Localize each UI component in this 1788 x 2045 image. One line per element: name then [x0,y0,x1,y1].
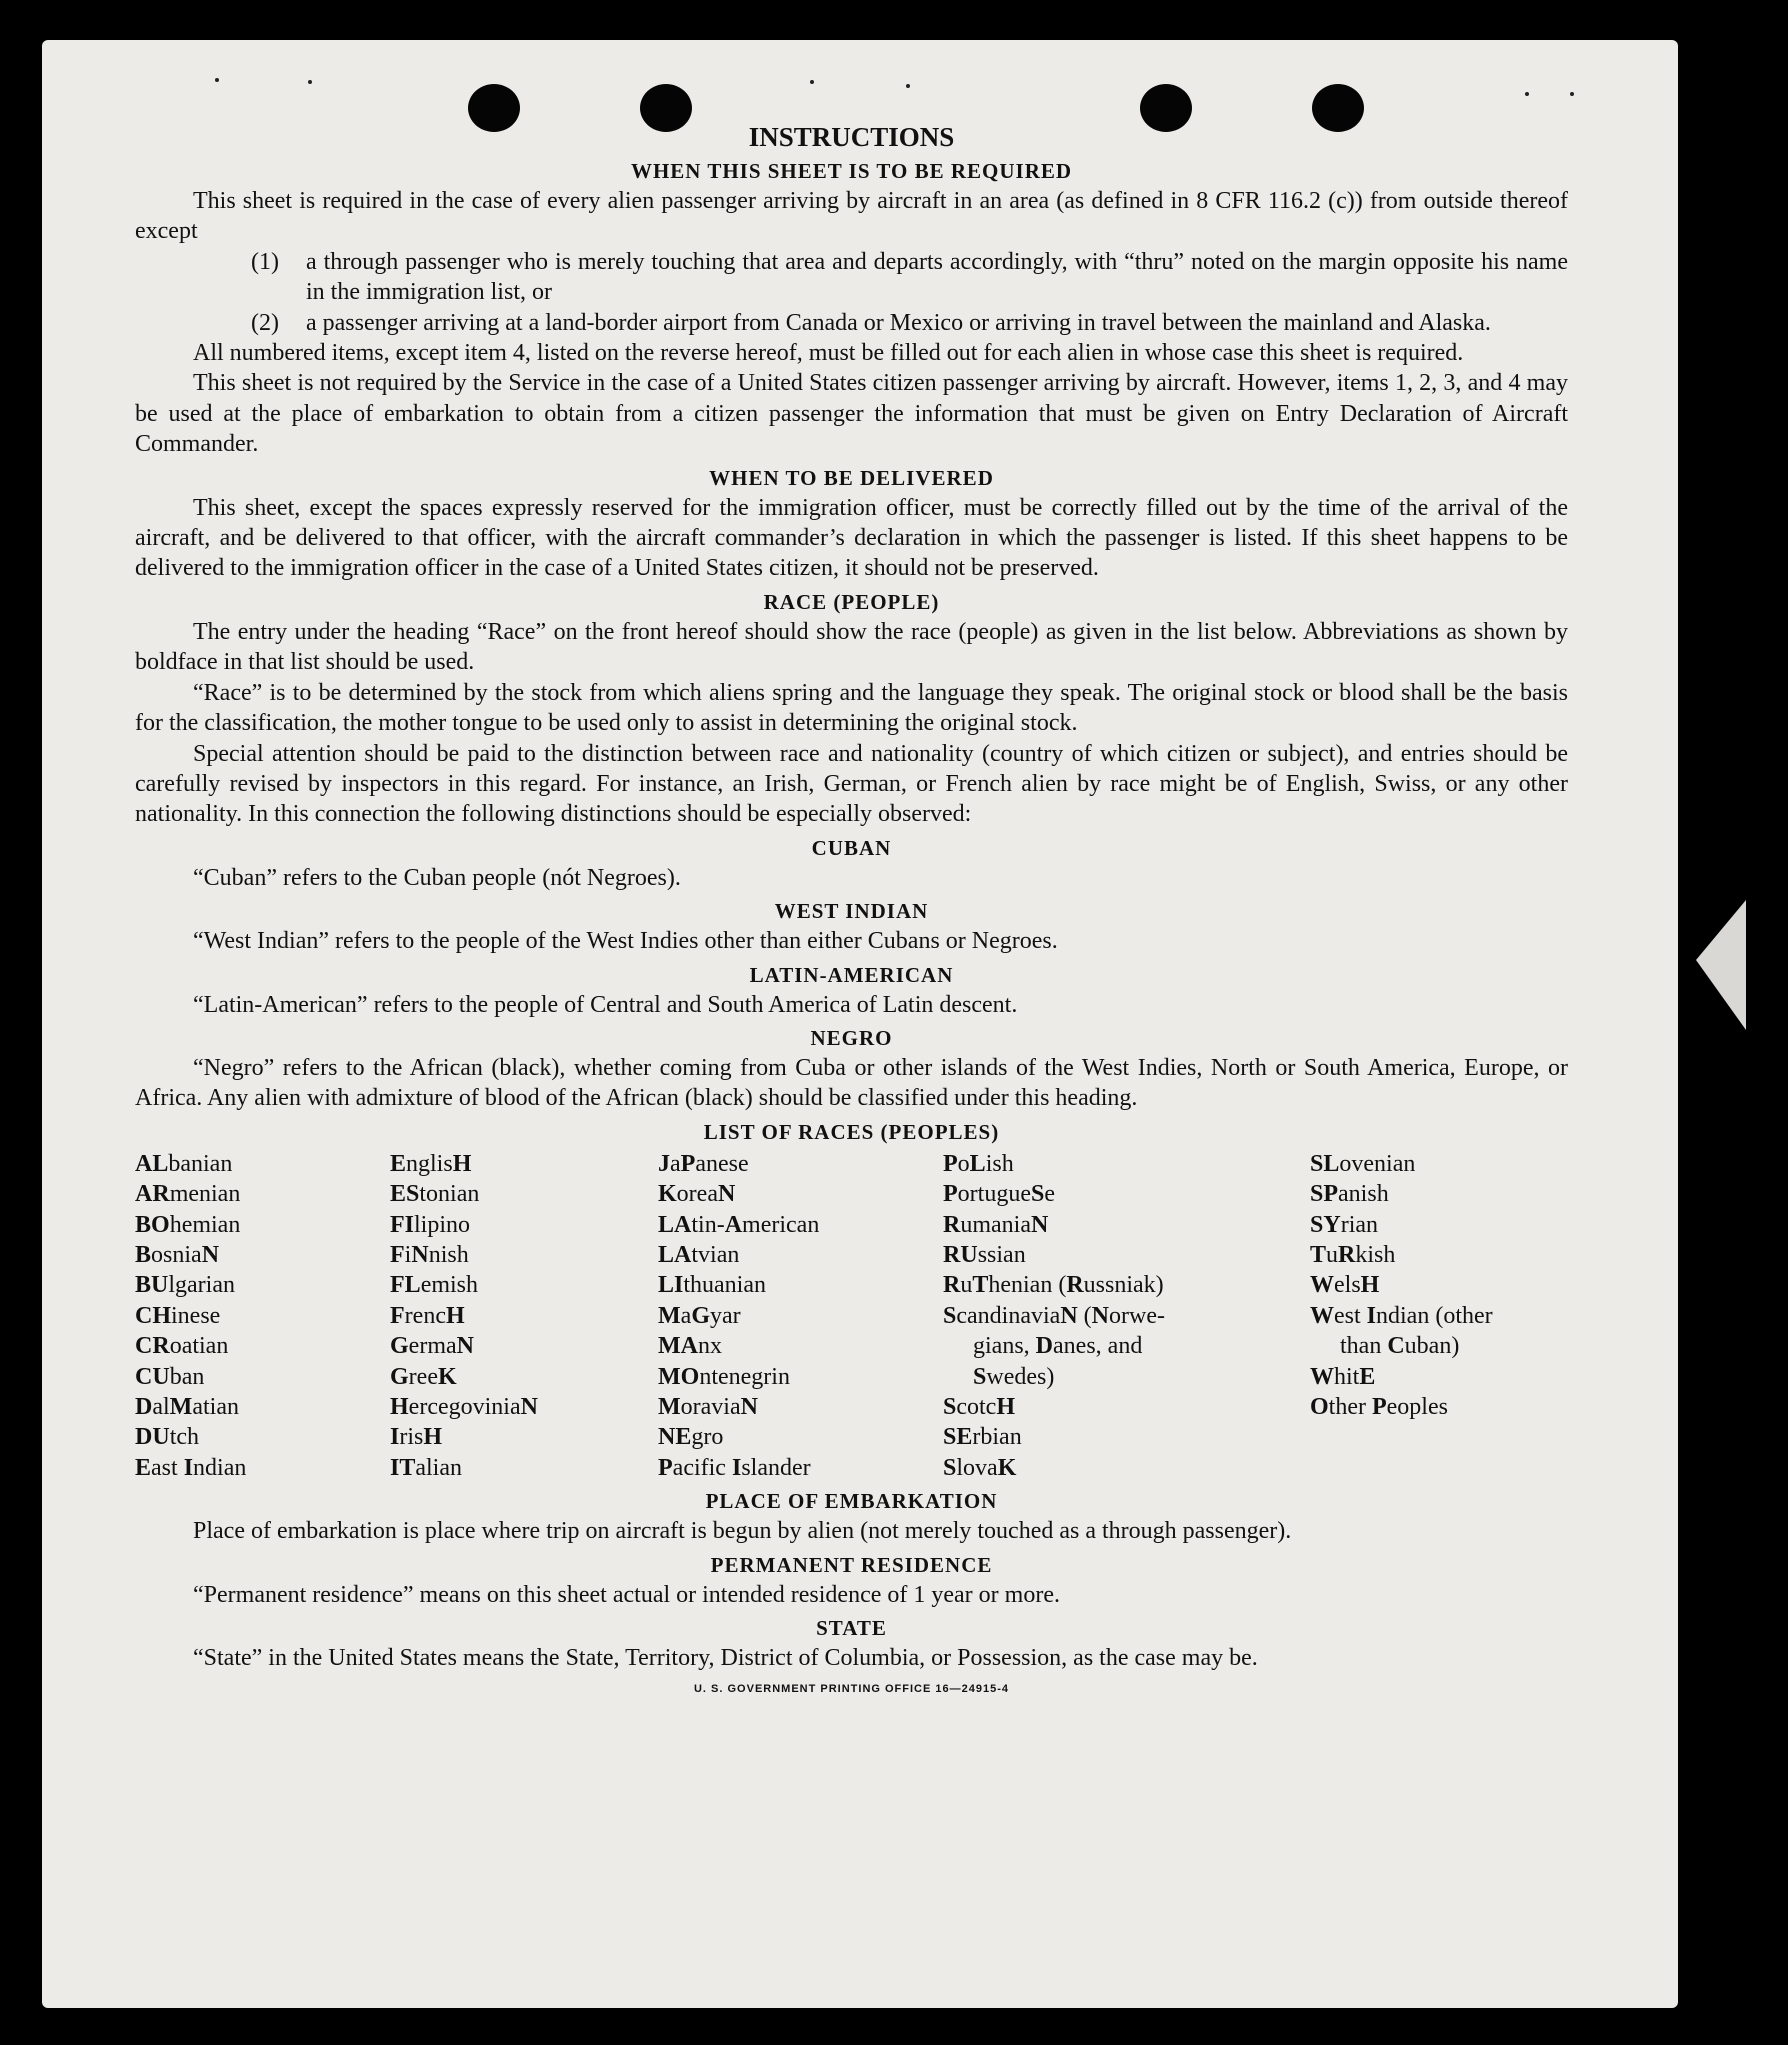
section-heading-residence: PERMANENT RESIDENCE [710,1552,993,1577]
section-heading-west-indian: WEST INDIAN [774,899,929,924]
race-entry: EnglisH [390,1150,472,1177]
speck [1525,92,1529,96]
race-entry: MOntenegrin [658,1363,790,1390]
race-entry: JaPanese [658,1150,749,1177]
race-entry: BUlgarian [135,1272,235,1299]
race-entry: PoLish [943,1150,1014,1177]
list-item [251,247,1568,308]
race-entry-continued: gians, Danes, and [973,1333,1143,1360]
race-entry: ARmenian [135,1181,241,1208]
race-entry: East Indian [135,1454,247,1481]
speck [215,78,219,82]
race-entry: DalMatian [135,1394,239,1420]
race-entry: NEgro [658,1424,724,1451]
section-heading-state: STATE [816,1616,887,1641]
page-title: INSTRUCTIONS [748,122,955,152]
race-entry: SlovaK [943,1454,1017,1481]
race-entry: EStonian [390,1181,480,1208]
race-entry: KoreaN [658,1181,736,1208]
race-entry: LIthuanian [658,1272,766,1299]
race-entry-continued: than Cuban) [1340,1333,1460,1360]
item-number: (2) [251,309,279,336]
paragraph: Place of embarkation is place where trip on aircraft is begun by alien (not merely touched as a through passenger). [193,1518,1292,1545]
races-column [943,1149,1310,1483]
race-entry: FIlipino [390,1211,471,1238]
paragraph: “Race” is to be determined by the stock from which aliens spring and the language they speak. The original stock or blood shall be the basis for the classification, the mother tongue to be used only to assist in determining the original stock. [135,679,1568,737]
paragraph: The entry under the heading “Race” on the front hereof should show the race (people) as given in the list below. Abbreviations as shown by boldface in that list should be used. [135,618,1568,676]
paragraph: This sheet is not required by the Service in the case of a United States citizen passenger arriving by aircraft. However, items 1, 2, 3, and 4 may be used at the place of embarkation to obtain from a citizen passenger the information that must be given on Entry Declaration of Aircraft Commander. [135,370,1568,458]
paragraph: “Cuban” refers to the Cuban people (nót Negroes). [193,864,681,891]
race-entry: CRoatian [135,1333,229,1360]
section-heading-race: RACE (PEOPLE) [763,589,940,614]
race-entry: SLovenian [1310,1150,1416,1177]
paragraph: “Permanent residence” means on this sheet actual or intended residence of 1 year or more. [193,1581,1060,1608]
speck [810,80,814,84]
race-entry: TuRkish [1310,1241,1396,1268]
race-entry: MaGyar [658,1302,741,1329]
race-entry: BOhemian [135,1211,241,1238]
race-entry: DUtch [135,1424,200,1451]
races-column [658,1149,943,1483]
list-item [251,308,1568,338]
paragraph: “State” in the United States means the State, Territory, District of Columbia, or Possession, as the case may be. [193,1645,1258,1672]
paragraph: “West Indian” refers to the people of the West Indies other than either Cubans or Negroes. [193,928,1058,955]
races-table [135,1149,1568,1483]
race-entry: LAtvian [658,1241,740,1268]
section-heading-negro: NEGRO [810,1025,893,1050]
instructions-content [135,122,1568,1695]
races-column [1310,1149,1568,1483]
section-heading-when-required: WHEN THIS SHEET IS TO BE REQUIRED [630,159,1073,183]
race-entry: GermaN [390,1333,474,1360]
printer-imprint: U. S. GOVERNMENT PRINTING OFFICE 16—24915-4 [693,1683,1009,1696]
paragraph: All numbered items, except item 4, listed on the reverse hereof, must be filled out for each alien in whose case this sheet is required. [193,340,1464,367]
torn-edge [1696,900,1746,1030]
race-entry: Other Peoples [1310,1394,1448,1420]
item-text: a passenger arriving at a land-border airport from Canada or Mexico or arriving in travel between the mainland and Alaska. [306,309,1491,336]
race-entry: CUban [135,1363,205,1390]
section-heading-latin-american: LATIN-AMERICAN [749,962,954,987]
race-entry: IrisH [390,1424,443,1451]
section-heading-cuban: CUBAN [811,835,892,860]
race-entry: SPanish [1310,1181,1389,1208]
paragraph: This sheet is required in the case of every alien passenger arriving by aircraft in an area (as defined in 8 CFR 116.2 (c)) from outside thereof except [135,188,1568,245]
race-entry: WelsH [1310,1272,1380,1299]
race-entry: ITalian [390,1454,462,1481]
race-entry: RumaniaN [943,1211,1049,1238]
race-entry: Pacific Islander [658,1454,811,1481]
race-entry: LAtin-American [658,1211,820,1238]
race-entry: GreeK [390,1363,457,1390]
section-heading-list-of-races: LIST OF RACES (PEOPLES) [703,1119,1000,1144]
race-entry: WhitE [1310,1363,1376,1390]
race-entry: RuThenian (Russniak) [943,1272,1164,1299]
paragraph: Special attention should be paid to the distinction between race and nationality (country of which citizen or subject), and entries should be carefully revised by inspectors in this regard. For instance, an Irish, German, or French alien by race might be of English, Swiss, or any other nationality. In this connection the following distinctions should be especially observed: [135,740,1568,828]
races-column [135,1149,390,1483]
item-text: a through passenger who is merely touching that area and departs accordingly, with “thru” noted on the margin opposite his name in the immigration list, or [306,248,1568,306]
race-entry: PortugueSe [943,1181,1055,1208]
race-entry: FrencH [390,1302,465,1329]
race-entry: SErbian [943,1424,1022,1451]
race-entry: HercegoviniaN [390,1394,538,1420]
race-entry: MAnx [658,1333,722,1360]
paragraph: This sheet, except the spaces expressly reserved for the immigration officer, must be correctly filled out by the time of the arrival of the aircraft, and be delivered to that officer, with the aircraft commander’s declaration in which the passenger is listed. If this sheet happens to be delivered to the immigration officer in the case of a United States citizen, it should not be preserved. [135,494,1568,582]
speck [1570,92,1574,96]
paragraph: “Latin-American” refers to the people of Central and South America of Latin descent. [193,991,1018,1018]
race-entry: West Indian (other [1310,1302,1493,1329]
races-column [390,1149,658,1483]
section-heading-delivered: WHEN TO BE DELIVERED [709,465,994,490]
race-entry: ScotcH [943,1394,1016,1420]
speck [308,80,312,84]
race-entry: SYrian [1310,1211,1379,1238]
race-entry: BosniaN [135,1241,220,1268]
race-entry: CHinese [135,1302,221,1329]
race-entry: RUssian [943,1241,1026,1268]
race-entry: MoraviaN [658,1394,758,1420]
race-entry: FLemish [390,1272,479,1299]
race-entry: ScandinaviaN (Norwe- [943,1302,1165,1329]
section-heading-embarkation: PLACE OF EMBARKATION [705,1489,998,1514]
speck [906,84,910,88]
race-entry-continued: Swedes) [973,1363,1055,1390]
race-entry: ALbanian [135,1150,233,1177]
paragraph: “Negro” refers to the African (black), whether coming from Cuba or other islands of the West Indies, North or South America, Europe, or Africa. Any alien with admixture of blood of the African (black) should be classified under this heading. [135,1054,1568,1112]
race-entry: FiNnish [390,1241,469,1268]
item-number: (1) [251,248,279,275]
